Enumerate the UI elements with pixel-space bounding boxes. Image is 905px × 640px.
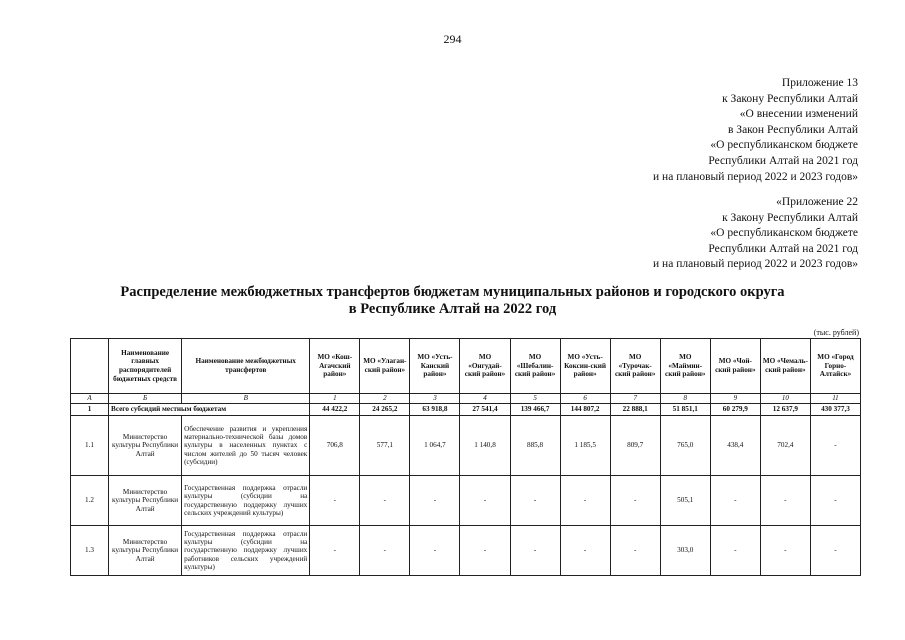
amount-cell: -	[310, 526, 360, 576]
header-cell-municipality: МО «Чемаль-ский район»	[760, 339, 810, 394]
amount-cell: -	[410, 526, 460, 576]
transfer-description-cell: Государственная поддержка отрасли культуры (субсидии на государственную поддержку лучших сельских учреждений культуры)	[182, 476, 310, 526]
ministry-cell: Министерство культуры Республики Алтай	[109, 416, 182, 476]
amount-cell: -	[810, 416, 860, 476]
amount-cell: 144 807,2	[560, 404, 610, 416]
index-cell: 5	[510, 394, 560, 404]
transfer-description-cell: Обеспечение развития и укрепления материально-технической базы домов культуры в населенных пунктах с числом жителей до 50 тысяч человек (субсидии)	[182, 416, 310, 476]
header-cell-transfer: Наименование межбюджетных трансфертов	[182, 339, 310, 394]
amount-cell: 1 140,8	[460, 416, 510, 476]
header-cell-municipality: МО «Усть-Канский район»	[410, 339, 460, 394]
document-title	[0, 284, 905, 318]
amount-cell: -	[510, 526, 560, 576]
appendix-line: «О внесении изменений	[739, 108, 858, 121]
page-number: 294	[443, 32, 462, 46]
header-cell-municipality: МО «Маймин-ский район»	[660, 339, 710, 394]
appendix-line: к Закону Республики Алтай	[722, 211, 858, 224]
appendix-line: Приложение 13	[781, 77, 858, 89]
amount-cell: 51 851,1	[660, 404, 710, 416]
row-number: 1.2	[71, 476, 109, 526]
amount-cell: -	[460, 526, 510, 576]
header-cell-municipality: МО «Шебалин-ский район»	[510, 339, 560, 394]
amount-cell: 438,4	[710, 416, 760, 476]
amount-cell: 505,1	[660, 476, 710, 526]
amount-cell: -	[360, 526, 410, 576]
units-note: (тыс. рублей)	[813, 328, 859, 337]
row-number: 1.1	[71, 416, 109, 476]
appendix-line: Республики Алтай на 2021 год	[708, 242, 858, 255]
table-row	[71, 526, 861, 576]
row-number: 1.3	[71, 526, 109, 576]
amount-cell: -	[310, 476, 360, 526]
index-cell: В	[182, 394, 310, 404]
appendix-line: «О республиканском бюджете	[710, 139, 858, 152]
amount-cell: 60 279,9	[710, 404, 760, 416]
appendix-line: и на плановый период 2022 и 2023 годов»	[653, 170, 858, 183]
amount-cell: 1 185,5	[560, 416, 610, 476]
amount-cell: -	[810, 476, 860, 526]
amount-cell: -	[810, 526, 860, 576]
appendix-reference-13	[653, 76, 858, 185]
amount-cell: -	[760, 476, 810, 526]
amount-cell: -	[710, 476, 760, 526]
amount-cell: -	[510, 476, 560, 526]
header-cell-municipality: МО «Город Горно-Алтайск»	[810, 339, 860, 394]
amount-cell: -	[560, 526, 610, 576]
table-row	[71, 476, 861, 526]
ministry-cell: Министерство культуры Республики Алтай	[109, 526, 182, 576]
amount-cell: -	[760, 526, 810, 576]
amount-cell: -	[610, 476, 660, 526]
total-row	[71, 404, 861, 416]
amount-cell: 12 637,9	[760, 404, 810, 416]
appendix-reference-22	[653, 195, 858, 273]
appendix-line: и на плановый период 2022 и 2023 годов»	[653, 258, 858, 271]
total-label: Всего субсидий местным бюджетам	[109, 404, 310, 416]
appendix-line: к Закону Республики Алтай	[722, 92, 858, 105]
appendix-line: в Закон Республики Алтай	[728, 123, 858, 136]
amount-cell: 577,1	[360, 416, 410, 476]
ministry-cell: Министерство культуры Республики Алтай	[109, 476, 182, 526]
header-cell-municipality: МО «Турочак-ский район»	[610, 339, 660, 394]
index-cell: 1	[310, 394, 360, 404]
amount-cell: 44 422,2	[310, 404, 360, 416]
header-cell-municipality: МО «Усть-Коксин-ский район»	[560, 339, 610, 394]
index-cell: 11	[810, 394, 860, 404]
header-cell-municipality: МО «Чой-ский район»	[710, 339, 760, 394]
table-row	[71, 416, 861, 476]
column-index-row	[71, 394, 861, 404]
header-cell-number	[71, 339, 109, 394]
amount-cell: 1 064,7	[410, 416, 460, 476]
index-cell: 6	[560, 394, 610, 404]
amount-cell: 702,4	[760, 416, 810, 476]
amount-cell: -	[560, 476, 610, 526]
amount-cell: 139 466,7	[510, 404, 560, 416]
transfers-table	[70, 338, 861, 576]
header-cell-municipality: МО «Улаган-ский район»	[360, 339, 410, 394]
amount-cell: 885,8	[510, 416, 560, 476]
document-title-line: в Республике Алтай на 2022 год	[348, 301, 557, 317]
amount-cell: -	[410, 476, 460, 526]
amount-cell: 430 377,3	[810, 404, 860, 416]
index-cell: 8	[660, 394, 710, 404]
amount-cell: -	[710, 526, 760, 576]
transfer-description-cell: Государственная поддержка отрасли культуры (субсидии на государственную поддержку лучших работников сельских учреждений культуры)	[182, 526, 310, 576]
header-cell-municipality: МО «Онгудай-ский район»	[460, 339, 510, 394]
amount-cell: -	[610, 526, 660, 576]
header-cell-municipality: МО «Кош-Агачский район»	[310, 339, 360, 394]
index-cell: 7	[610, 394, 660, 404]
amount-cell: 765,0	[660, 416, 710, 476]
amount-cell: 809,7	[610, 416, 660, 476]
appendix-line: «Приложение 22	[776, 196, 858, 208]
index-cell: 3	[410, 394, 460, 404]
row-number: 1	[71, 404, 109, 416]
table-header-row	[71, 339, 861, 394]
index-cell: 2	[360, 394, 410, 404]
amount-cell: 22 888,1	[610, 404, 660, 416]
appendix-line: Республики Алтай на 2021 год	[708, 154, 858, 167]
amount-cell: 63 918,8	[410, 404, 460, 416]
amount-cell: 24 265,2	[360, 404, 410, 416]
amount-cell: -	[460, 476, 510, 526]
appendix-line: «О республиканском бюджете	[710, 227, 858, 240]
index-cell: Б	[109, 394, 182, 404]
header-cell-ministry: Наименование главных распорядителей бюджетных средств	[109, 339, 182, 394]
amount-cell: 706,8	[310, 416, 360, 476]
index-cell: 9	[710, 394, 760, 404]
amount-cell: 303,0	[660, 526, 710, 576]
index-cell: 10	[760, 394, 810, 404]
amount-cell: -	[360, 476, 410, 526]
amount-cell: 27 541,4	[460, 404, 510, 416]
document-title-line: Распределение межбюджетных трансфертов бюджетам муниципальных районов и городского округа	[120, 284, 785, 300]
index-cell: А	[71, 394, 109, 404]
index-cell: 4	[460, 394, 510, 404]
